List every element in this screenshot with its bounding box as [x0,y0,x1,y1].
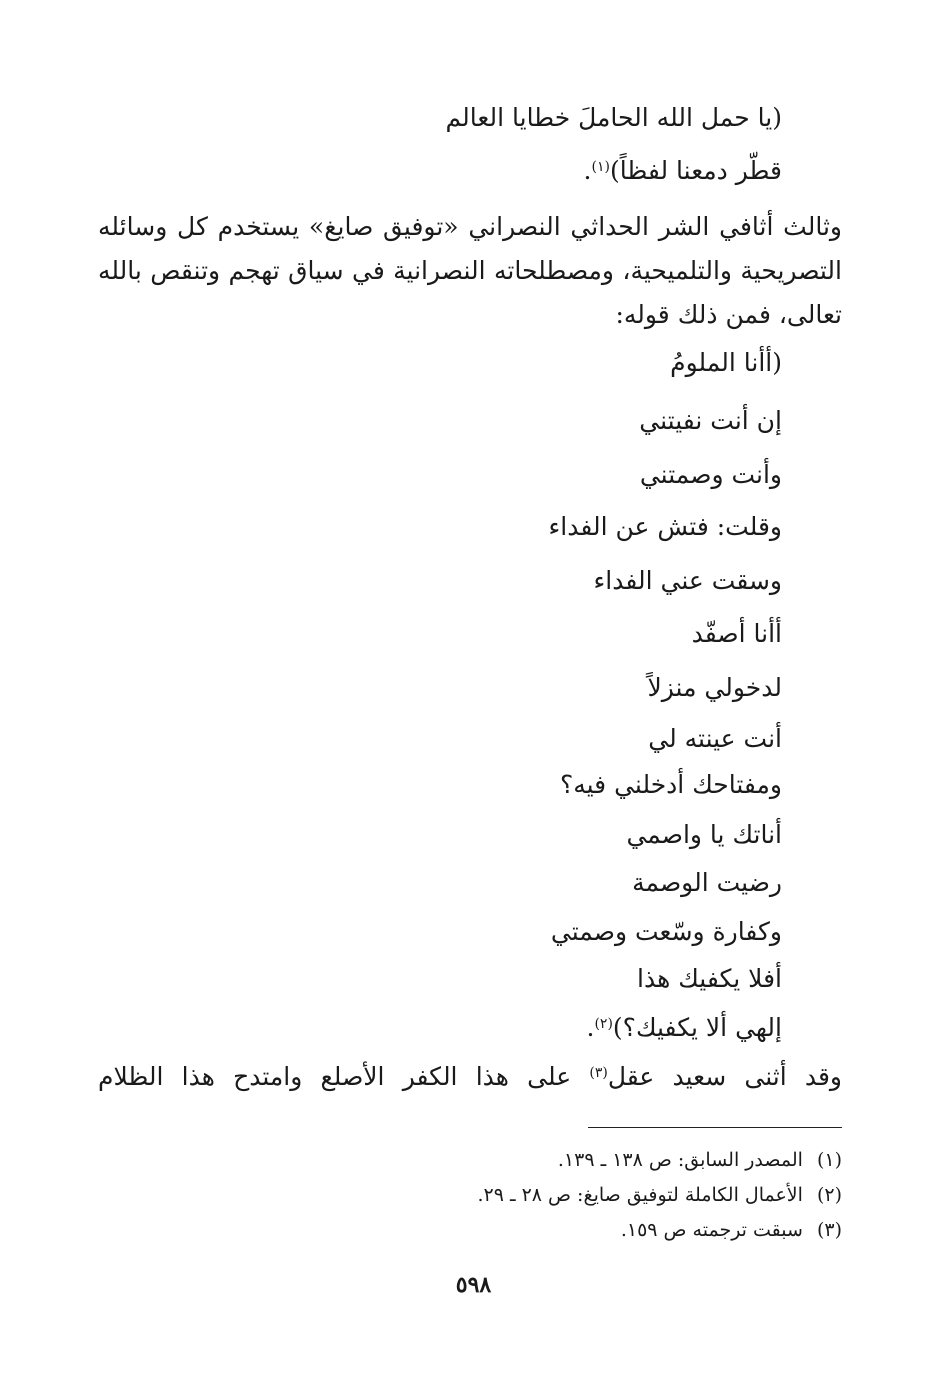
paragraph-line: تعالى، فمن ذلك قوله: [615,300,842,329]
footnote-text: سبقت ترجمته ص ١٥٩. [620,1219,803,1241]
footnote-ref: (٣) [589,1065,608,1081]
footnote [477,1181,842,1209]
footnote-text: الأعمال الكاملة لتوفيق صايغ: ص ٢٨ ـ ٢٩. [477,1184,803,1206]
poem-line: (أأنا الملومُ [670,348,782,377]
verse-line [446,101,782,135]
poem-line: رضيت الوصمة [632,868,782,897]
footnote-number: (١) [816,1149,842,1171]
paragraph-line: وثالث أثافي الشر الحداثي النصراني «توفيق صايغ» يستخدم كل وسائله [98,212,842,241]
poem-line: أفلا يكفيك هذا [637,964,782,993]
poem-line: إن أنت نفيتني [639,406,782,435]
poem-line: أأنا أصفّد [691,619,782,648]
punctuation: . [583,156,592,185]
poem-line [587,1011,783,1045]
body-text: وقد أثنى سعيد عقل [607,1062,842,1091]
poem-line: وقلت: فتش عن الفداء [548,512,782,541]
footnote [558,1146,842,1174]
poem-line: وكفارة وسّعت وصمتي [550,917,782,946]
body-text: على هذا الكفر الأصلع وامتدح هذا الظلام [98,1062,590,1091]
poem-line: أنت عينته لي [648,724,782,753]
footnote [621,1216,842,1244]
verse-text: قطّر دمعنا لفظاً) [609,156,782,185]
footnote-ref: (٢) [594,1016,613,1032]
poem-line: وسقت عني الفداء [593,566,782,595]
footnote-ref: (١) [591,159,610,175]
footnote-separator [588,1127,842,1128]
poem-text: إلهي ألا يكفيك؟) [612,1013,782,1042]
poem-line: لدخولي منزلاً [647,673,782,702]
poem-line: أناتك يا واصمي [626,820,782,849]
footnote-text: المصدر السابق: ص ١٣٨ ـ ١٣٩. [557,1149,803,1171]
paragraph-line: التصريحية والتلميحية، ومصطلحاته النصرانية في سياق تهجم وتنقص بالله [98,256,842,285]
verse-text: (يا حمل الله الحاملَ خطايا العالم [445,103,782,132]
page-number: ٥٩٨ [455,1272,492,1298]
footnote-number: (٢) [816,1184,842,1206]
footnote-number: (٣) [816,1219,842,1241]
punctuation: . [586,1013,595,1042]
verse-line [584,154,782,188]
poem-line: ومفتاحك أدخلني فيه؟ [559,770,782,799]
paragraph-line [98,1060,842,1094]
poem-line: وأنت وصمتني [639,460,782,489]
